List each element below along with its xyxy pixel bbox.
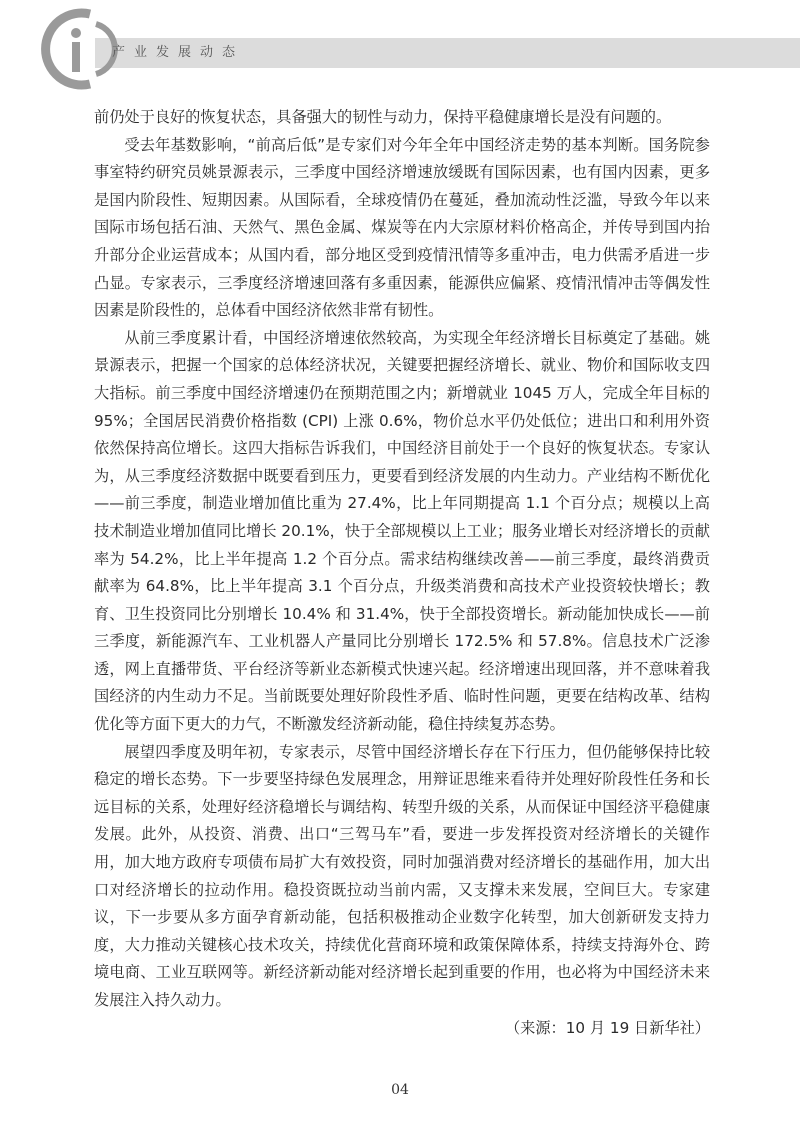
page-number: 04 — [391, 1082, 409, 1098]
paragraph: 从前三季度累计看，中国经济增速依然较高，为实现全年经济增长目标奠定了基础。姚景源表示，把握一个国家的总体经济状况，关键要把握经济增长、就业、物价和国际收支四大指标。前三季度中国经济增速仍在预期范围之内；新增就业 1045 万人，完成全年目标的 95%；全国居民消费价格指数 (CPI) 上涨 0.6%，物价总水平仍处低位；进出口和利用外资依然保持高位增长。这四大指标告诉我们，中国经济目前处于一个良好的恢复状态。专家认为，从三季度经济数据中既要看到压力，更要看到经济发展的内生动力。产业结构不断优化——前三季度，制造业增加值比重为 27.4%，比上年同期提高 1.1 个百分点；规模以上高技术制造业增加值同比增长 20.1%，快于全部规模以上工业；服务业增长对经济增长的贡献率为 54.2%，比上半年提高 1.2 个百分点。需求结构继续改善——前三季度，最终消费贡献率为 64.8%，比上半年提高 3.1 个百分点，升级类消费和高技术产业投资较快增长；教育、卫生投资同比分别增长 10.4% 和 31.4%，快于全部投资增长。新动能加快成长——前三季度，新能源汽车、工业机器人产量同比分别增长 172.5% 和 57.8%。信息技术广泛渗透，网上直播带货、平台经济等新业态新模式快速兴起。经济增速出现回落，并不意味着我国经济的内生动力不足。当前既要处理好阶段性矛盾、临时性问题，更要在结构改革、结构优化等方面下更大的力气，不断激发经济新动能，稳住持续复苏态势。 — [94, 328, 710, 734]
paragraph: 受去年基数影响，“前高后低”是专家们对今年全年中国经济走势的基本判断。国务院参事室特约研究员姚景源表示，三季度中国经济增速放缓既有国际因素，也有国内因素，更多是国内阶段性、短期因素。从国际看，全球疫情仍在蔓延，叠加流动性泛滥，导致今年以来国际市场包括石油、天然气、黑色金属、煤炭等在内大宗原材料价格高企，并传导到国内抬升部分企业运营成本；从国内看，部分地区受到疫情汛情等多重冲击，电力供需矛盾进一步凸显。专家表示，三季度经济增速回落有多重因素，能源供应偏紧、疫情汛情冲击等偶发性因素是阶段性的，总体看中国经济依然非常有韧性。 — [94, 135, 710, 320]
paragraph: 展望四季度及明年初，专家表示，尽管中国经济增长存在下行压力，但仍能够保持比较稳定的增长态势。下一步要坚持绿色发展理念，用辩证思维来看待并处理好阶段性任务和长远目标的关系，处理好经济稳增长与调结构、转型升级的关系，从而保证中国经济平稳健康发展。此外，从投资、消费、出口“三驾马车”看，要进一步发挥投资对经济增长的关键作用，加大地方政府专项债布局扩大有效投资，同时加强消费对经济增长的基础作用，加大出口对经济增长的拉动作用。稳投资既拉动当前内需，又支撑未来发展，空间巨大。专家建议，下一步要从多方面孕育新动能，包括积极推动企业数字化转型，加大创新研发支持力度，大力推动关键核心技术攻关，持续优化营商环境和政策保障体系，持续支持海外仓、跨境电商、工业互联网等。新经济新动能对经济增长起到重要的作用，也必将为中国经济未来发展注入持久动力。 — [94, 742, 710, 1009]
section-title: 产业发展动态 — [112, 45, 245, 60]
paragraph: 前仍处于良好的恢复状态，具备强大的韧性与动力，保持平稳健康增长是没有问题的。 — [94, 108, 672, 126]
cid-logo-icon — [38, 8, 118, 90]
article-body — [94, 104, 710, 1042]
source-note: （来源：10 月 19 日新华社） — [504, 1018, 710, 1037]
